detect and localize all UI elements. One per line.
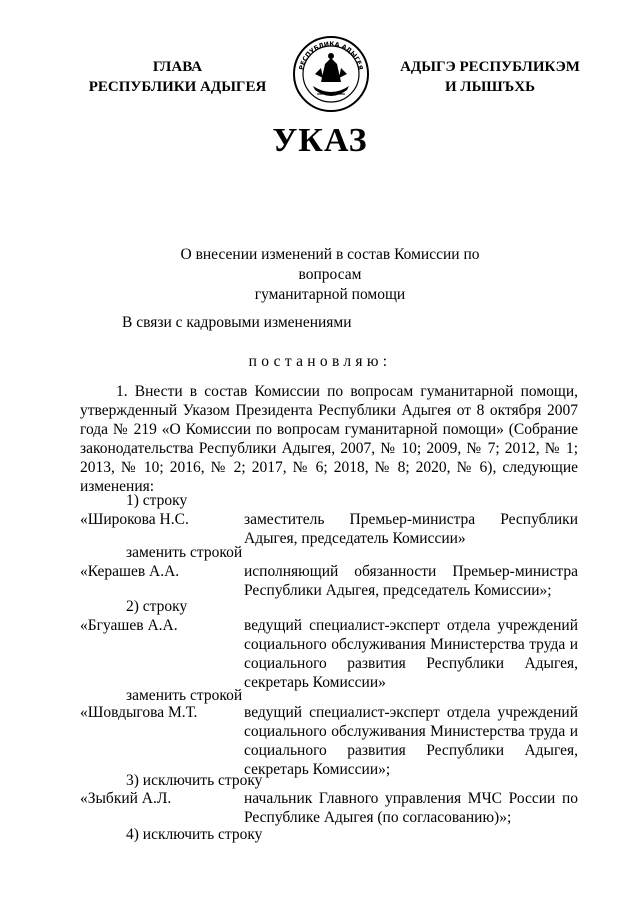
header-right-line-2: И ЛЫШЪХЬ	[444, 79, 536, 95]
item-2-new-desc	[244, 703, 578, 779]
item-2-old-desc-line: секретарь Комиссии»	[244, 674, 386, 691]
paragraph-1: 1. Внести в состав Комиссии по вопросам гуманитарной помощи, утвержденный Указом Президента Республики Адыгея от 8 октября 2007 года № 219 «О Комиссии по вопросам гуманитарной помощи» (Собрание законодательства Республики Адыгея, 2007, № 10; 2009, № 7; 2012, № 1; 2013, № 10; 2016, № 2; 2017, № 6; 2018, № 8; 2020, № 6), следующие изменения:	[80, 383, 578, 495]
item-1-new-name: «Керашев А.А.	[80, 563, 180, 580]
item-3-desc	[244, 789, 578, 827]
item-1-new-desc-line: исполняющий обязанности Премьер-министра	[244, 563, 578, 580]
item-1-old-desc-line: Адыгея, председатель Комиссии»	[244, 530, 466, 547]
item-1-label: 1) строку	[126, 492, 188, 509]
item-2-new-desc-line: ведущий специалист-эксперт отдела учреждений	[244, 704, 578, 721]
coat-of-arms-icon	[291, 34, 371, 114]
item-2-old-desc	[244, 616, 578, 692]
item-2-label: 2) строку	[126, 598, 188, 615]
item-2-old-desc-line: социального развития Республики Адыгея,	[244, 655, 578, 672]
item-1-old-desc-line: заместитель Премьер-министра Республики	[244, 511, 578, 528]
item-1-old-desc	[244, 510, 578, 548]
item-2-old-name: «Бгуашев А.А.	[80, 617, 178, 634]
subject-line-2: гуманитарной помощи	[254, 286, 406, 303]
item-1-replace-label: заменить строкой	[126, 544, 243, 561]
header-right	[380, 57, 600, 97]
item-1-new-desc-line: Республики Адыгея, председатель Комиссии»;	[244, 582, 552, 599]
item-2-new-desc-line: социального обслуживания Министерства труда и	[244, 723, 578, 740]
header-left	[80, 57, 275, 97]
item-2-new-desc-line: секретарь Комиссии»;	[244, 761, 391, 778]
subject-line-1: О внесении изменений в состав Комиссии по вопросам	[180, 246, 480, 283]
header-right-line-1: АДЫГЭ РЕСПУБЛИКЭМ	[400, 59, 580, 75]
basis-text: В связи с кадровыми изменениями	[122, 314, 352, 331]
item-2-old-desc-line: ведущий специалист-эксперт отдела учреждений	[244, 617, 578, 634]
item-2-old-desc-line: социального обслуживания Министерства труда и	[244, 636, 578, 653]
item-4-label: 4) исключить строку	[126, 826, 263, 843]
header-left-line-1: ГЛАВА	[152, 59, 203, 75]
item-1-new-desc	[244, 562, 578, 600]
document-title: УКАЗ	[272, 122, 368, 159]
document-subject	[150, 245, 510, 305]
item-2-new-name: «Шовдыгова М.Т.	[80, 704, 198, 721]
item-3-desc-line: Республике Адыгея (по согласованию)»;	[244, 809, 512, 826]
item-3-name: «Зыбкий А.Л.	[80, 790, 172, 807]
item-2-new-desc-line: социального развития Республики Адыгея,	[244, 742, 578, 759]
item-2-replace-label: заменить строкой	[126, 687, 243, 704]
item-3-label: 3) исключить строку	[126, 772, 263, 789]
item-1-old-name: «Широкова Н.С.	[80, 511, 189, 528]
item-3-desc-line: начальник Главного управления МЧС России по	[244, 790, 578, 807]
emblem-text: РЕСПУБЛИКА АДЫГЕЯ	[298, 40, 364, 71]
decree-word: постановляю:	[248, 353, 392, 370]
header-left-line-2: РЕСПУБЛИКИ АДЫГЕЯ	[88, 79, 267, 95]
